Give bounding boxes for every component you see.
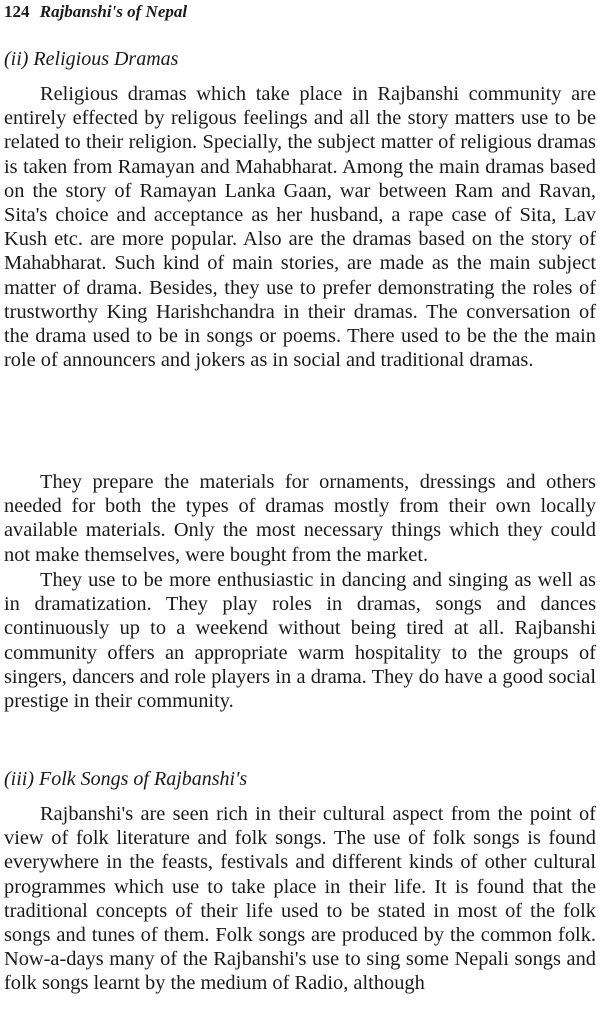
paragraph: Rajbanshi's are seen rich in their cultural aspect from the point of view of folk literature and folk songs. The use of folk songs is found everywhere in the feasts, festivals and different kinds of other cultural programmes which use to take place in their life. It is found that the traditional concepts of their life used to be stated in most of the folk songs and tunes of them. Folk songs are produced by the common folk. Now-a-days many of the Rajbanshi's use to sing some Nepali songs and folk songs learnt by the medium of Radio, although (4, 803, 596, 995)
section-heading-religious-dramas: (ii) Religious Dramas (4, 48, 179, 70)
book-title: Rajbanshi's of Nepal (39, 2, 188, 21)
paragraph: They prepare the materials for ornaments, dressings and others needed for both the types of dramas mostly from their own locally available materials. Only the most necessary things which they could not make themselves, were bought from the market. (4, 471, 596, 566)
page-number: 124 (4, 2, 30, 21)
running-header (4, 1, 187, 23)
paragraph: They use to be more enthusiastic in dancing and singing as well as in dramatization. They play roles in dramas, songs and dances continuously up to a weekend without being tired at all. Rajbanshi community offers an appropriate warm hospitality to the groups of singers, dancers and role players in a drama. They do have a good social prestige in their community. (4, 569, 596, 713)
paragraph: Religious dramas which take place in Rajbanshi community are entirely effected by religous feelings and all the story matters use to be related to their religion. Specially, the subject matter of religious dramas is taken from Ramayan and Mahabharat. Among the main dramas based on the story of Ramayan Lanka Gaan, war between Ram and Ravan, Sita's choice and acceptance as her husband, a rape case of Sita, Lav Kush etc. are more popular. Also are the dramas based on the story of Mahabharat. Such kind of main stories, are made as the main subject matter of drama. Besides, they use to prefer demonstrating the roles of trustworthy King Harishchandra in their dramas. The conversation of the drama used to be in songs or poems. There used to be the the main role of announcers and jokers as in social and traditional dramas. (4, 83, 596, 372)
section-heading-folk-songs: (iii) Folk Songs of Rajbanshi's (4, 768, 248, 790)
